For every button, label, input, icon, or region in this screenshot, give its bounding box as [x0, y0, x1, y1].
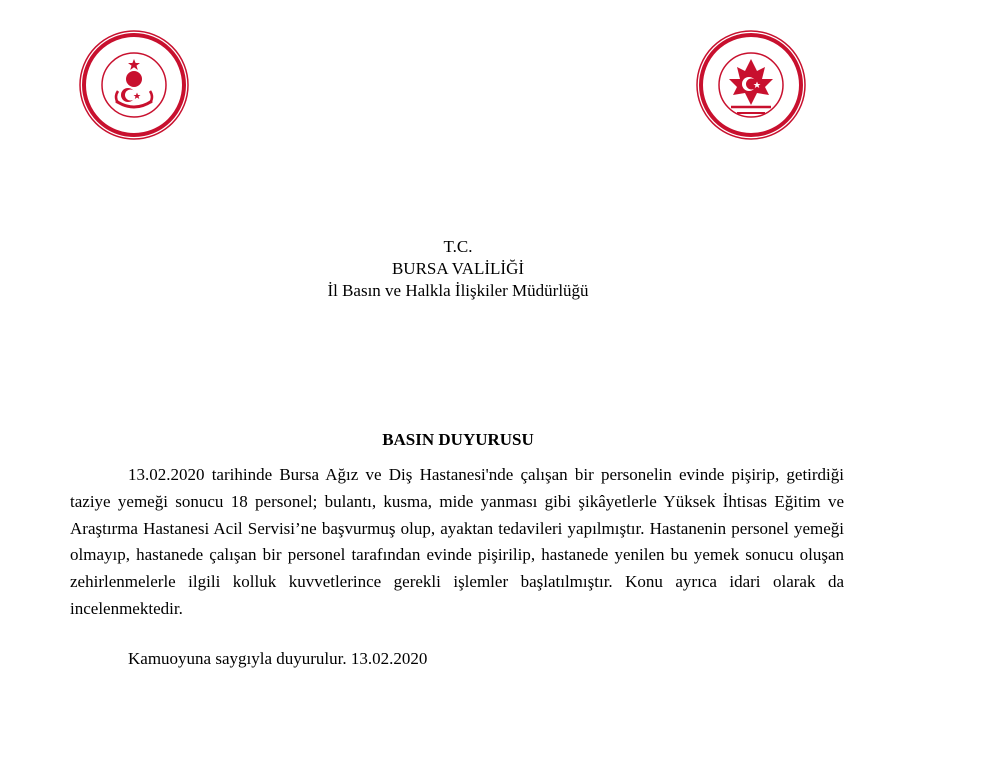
document-title: BASIN DUYURUSU: [382, 430, 534, 449]
bursa-governorship-seal-icon: [695, 29, 807, 141]
header-tc: T.C.: [443, 237, 473, 256]
seal-left-text: TÜRKİYE CUMHURİYETİ İÇİŞLERİ BAKANLIĞI: [88, 38, 181, 131]
ministry-of-interior-seal-icon: [78, 29, 190, 141]
seal-right-text: TÜRKİYE CUMHURİYETİ BURSA VALİLİĞİ: [707, 38, 798, 129]
closing-line: Kamuoyuna saygıyla duyurulur. 13.02.2020: [128, 649, 428, 668]
announcement-body: 13.02.2020 tarihinde Bursa Ağız ve Diş Hastanesi'nde çalışan bir personelin evinde pişirip, getirdiği taziye yemeği sonucu 18 personel; bulantı, kusma, mide yanması gibi şikâyetlerle Yüksek İhtisas Eğitim ve Araştırma Hastanesi Acil Servisi’ne başvurmuş olup, ayaktan tedavileri yapılmıştır. Hastanenin personel yemeği olmayıp, hastanede çalışan bir personel tarafından evinde pişirilip, hastanede yenilen bu yemek sonucu oluşan zehirlenmelerle ilgili kolluk kuvvetlerince gerekli işlemler başlatılmıştır. Konu ayrıca idari olarak da incelenmektedir.: [70, 465, 844, 618]
header-department: İl Basın ve Halkla İlişkiler Müdürlüğü: [327, 281, 589, 300]
letterhead: [0, 236, 916, 302]
header-governorship: BURSA VALİLİĞİ: [391, 259, 525, 278]
